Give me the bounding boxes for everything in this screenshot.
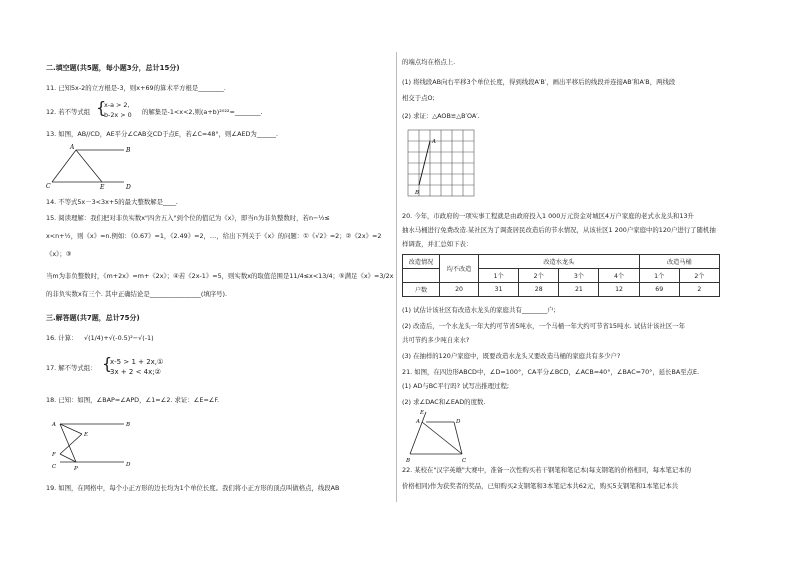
- table-cell: 28: [519, 283, 559, 297]
- table-cell: 31: [479, 283, 519, 297]
- q20-part2-cont: 共可节约多少吨自来水?: [402, 336, 470, 344]
- q12-inequality-1: x-a > 2,: [104, 101, 130, 109]
- fig18-label-d: D: [126, 462, 131, 468]
- section3-title: 三.解答题(共7题，总计75分): [46, 314, 140, 322]
- question-20-line1: 20. 今年，市政府的一项实事工程就是由政府投入1 000万元资金对城区4万户家庭的老式水龙头和13升: [402, 212, 694, 220]
- q19-part2: (2) 求证：△AOB≌△B′OA′.: [402, 112, 480, 120]
- table-subheader-cell: 2个: [679, 269, 719, 283]
- brace-icon: {: [102, 354, 113, 373]
- table-subheader-cell: 1个: [639, 269, 679, 283]
- question-19: 19. 如图，在网格中，每个小正方形的边长均为1个单位长度。我们将小正方形的顶点叫做格点，线段AB: [46, 484, 340, 492]
- fig18-label-c: C: [52, 464, 57, 470]
- fig21-label-c: C: [462, 458, 467, 464]
- fig18-label-a: A: [52, 422, 56, 428]
- table-subheader-cell: 3个: [559, 269, 599, 283]
- table-cell: 12: [599, 283, 639, 297]
- question-22-line1: 22. 某校在"汉字英雄"大赛中，准备一次性购买若干钢笔和笔记本(每支钢笔的价格相同，每本笔记本的: [402, 466, 691, 474]
- table-subheader-cell: 1个: [479, 269, 519, 283]
- figure-18-parallel-lines: [46, 416, 136, 472]
- fig13-label-a: A: [70, 144, 75, 151]
- table-header-row: [403, 255, 720, 269]
- brace-icon: {: [96, 98, 107, 117]
- question-17-prefix: 17. 解不等式组：: [46, 364, 97, 372]
- fig21-label-d: D: [456, 419, 461, 425]
- question-11: 11. 已知5x-2的立方根是-3，则x+69的算术平方根是________.: [46, 84, 226, 92]
- fig18-label-f: F: [52, 452, 56, 458]
- question-21: 21. 如图，在四边形ABCD中，∠D=100°，CA平分∠BCD，∠ACB=40°，∠BAC=70°，延长BA至点E.: [402, 368, 700, 376]
- q16-expression: √(1/4)+√(-0.5)²−√(-1): [84, 334, 154, 342]
- q20-part2: (2) 改造后，一个水龙头一年大约可节省5吨水，一个马桶一年大约可节省15吨水. 试估计该社区一年: [402, 322, 685, 330]
- q20-part3: (3) 在抽样的120户家庭中，既要改造水龙头又要改造马桶的家庭共有多少户?: [402, 352, 621, 360]
- right-column: [402, 0, 758, 562]
- q17-inequality-2: 3x + 2 < 4x;②: [110, 368, 161, 376]
- question-12-prefix: 12. 若不等式组: [46, 108, 91, 116]
- question-20-line2: 抽水马桶进行免费改造.某社区为了调查居民改造后的节水情况，从该社区1 200户家庭中的120户进行了随机抽: [402, 226, 716, 234]
- fig13-label-c: C: [46, 183, 51, 190]
- table-header-cell: 改造水龙头: [479, 255, 640, 269]
- question-12-suffix: 的解集是-1<x<2,则(a+b)²⁰²²=________.: [142, 108, 263, 116]
- table-header-cell: 均不改造: [440, 255, 479, 283]
- question-15-line2: x<n+½，则《x》=n.例如：《0.67》=1，《2.49》=2，…，给出下列关于《x》的问题：①《√2》=2；②《2x》=2: [46, 232, 382, 240]
- grid-label-b: B: [415, 190, 420, 196]
- table-subheader-cell: 4个: [599, 269, 639, 283]
- fig13-label-d: D: [126, 184, 131, 191]
- table-row-label: 户数: [403, 283, 440, 297]
- q19-part1: (1) 将线段AB向右平移3个单位长度，得到线段A′B′，画出平移后的线段并连接AB′和A′B，两线段: [402, 78, 676, 86]
- fig13-label-e: E: [100, 184, 105, 191]
- question-18: 18. 已知：如图，∠BAP=∠APD，∠1=∠2. 求证：∠E=∠F.: [46, 396, 220, 404]
- grid-label-a: A: [432, 139, 436, 145]
- left-column: [38, 0, 394, 562]
- question-20-line3: 样调查，并汇总如下表：: [402, 240, 473, 248]
- table-cell: 21: [559, 283, 599, 297]
- table-cell: 2: [679, 283, 719, 297]
- table-header-cell: 改造情况: [403, 255, 440, 269]
- q21-part1: (1) AD与BC平行吗? 试写出推理过程;: [402, 382, 509, 390]
- q20-part1: (1) 试估计该社区有改造水龙头的家庭共有________户;: [402, 306, 556, 314]
- question-15-line5: 的非负实数x有三个. 其中正确结论是________________(填序号).: [46, 290, 228, 298]
- question-13: 13. 如图，AB//CD，AE平分∠CAB交CD于点E，若∠C=48°，则∠AED为______.: [46, 130, 279, 138]
- column-divider: [396, 52, 397, 502]
- question-15-line3: 《x》；③: [46, 250, 72, 258]
- table-cell: 69: [639, 283, 679, 297]
- q17-inequality-1: x-5 > 1 + 2x,①: [110, 358, 164, 366]
- q19-continuation: 的端点均在格点上.: [402, 58, 456, 66]
- figure-21-quadrilateral: [406, 408, 476, 464]
- table-subheader-cell: 2个: [519, 269, 559, 283]
- question-15-line4: 当m为非负整数时，《m+2x》=m+《2x》；④若《2x-1》=5，则实数x的取值范围是11/4≤x<13/4；⑤满足《x》=3/2x: [46, 272, 394, 280]
- figure-13-parallel-lines: [46, 144, 146, 192]
- table-corner-cell: [403, 269, 440, 283]
- fig21-label-e: E: [420, 410, 425, 416]
- question-16: 16. 计算：: [46, 334, 78, 342]
- question-15-line1: 15. 阅读理解：我们把对非负实数x"四舍五入"到个位的值记为《x》，即当n为非负整数时，若n−½≤: [46, 214, 330, 222]
- fig18-label-b: B: [126, 422, 131, 428]
- table-header-cell: 改造马桶: [639, 255, 719, 269]
- question-22-line2: 价格相同)作为获奖者的奖品，已知购买2支钢笔和3本笔记本共62元，购买5支钢笔和1本笔记本共: [402, 482, 679, 490]
- fig21-label-a: A: [416, 419, 420, 425]
- survey-table: [402, 254, 720, 297]
- fig18-label-e: E: [84, 432, 89, 438]
- fig18-label-p: P: [74, 466, 78, 472]
- q21-part2: (2) 求∠DAC和∠EAD的度数.: [402, 398, 486, 406]
- table-cell: 20: [440, 283, 479, 297]
- table-row: [403, 283, 720, 297]
- q19-part1-cont: 相交于点O;: [402, 94, 435, 102]
- fig21-label-b: B: [406, 458, 411, 464]
- q12-inequality-2: b-2x > 0: [104, 111, 132, 119]
- figure-19-grid: [406, 128, 478, 200]
- section2-title: 二.填空题(共5题，每小题3分，总计15分): [46, 64, 180, 72]
- fig13-label-b: B: [126, 147, 131, 154]
- question-14: 14. 不等式5x－3<3x+5的最大整数解是____.: [46, 198, 178, 206]
